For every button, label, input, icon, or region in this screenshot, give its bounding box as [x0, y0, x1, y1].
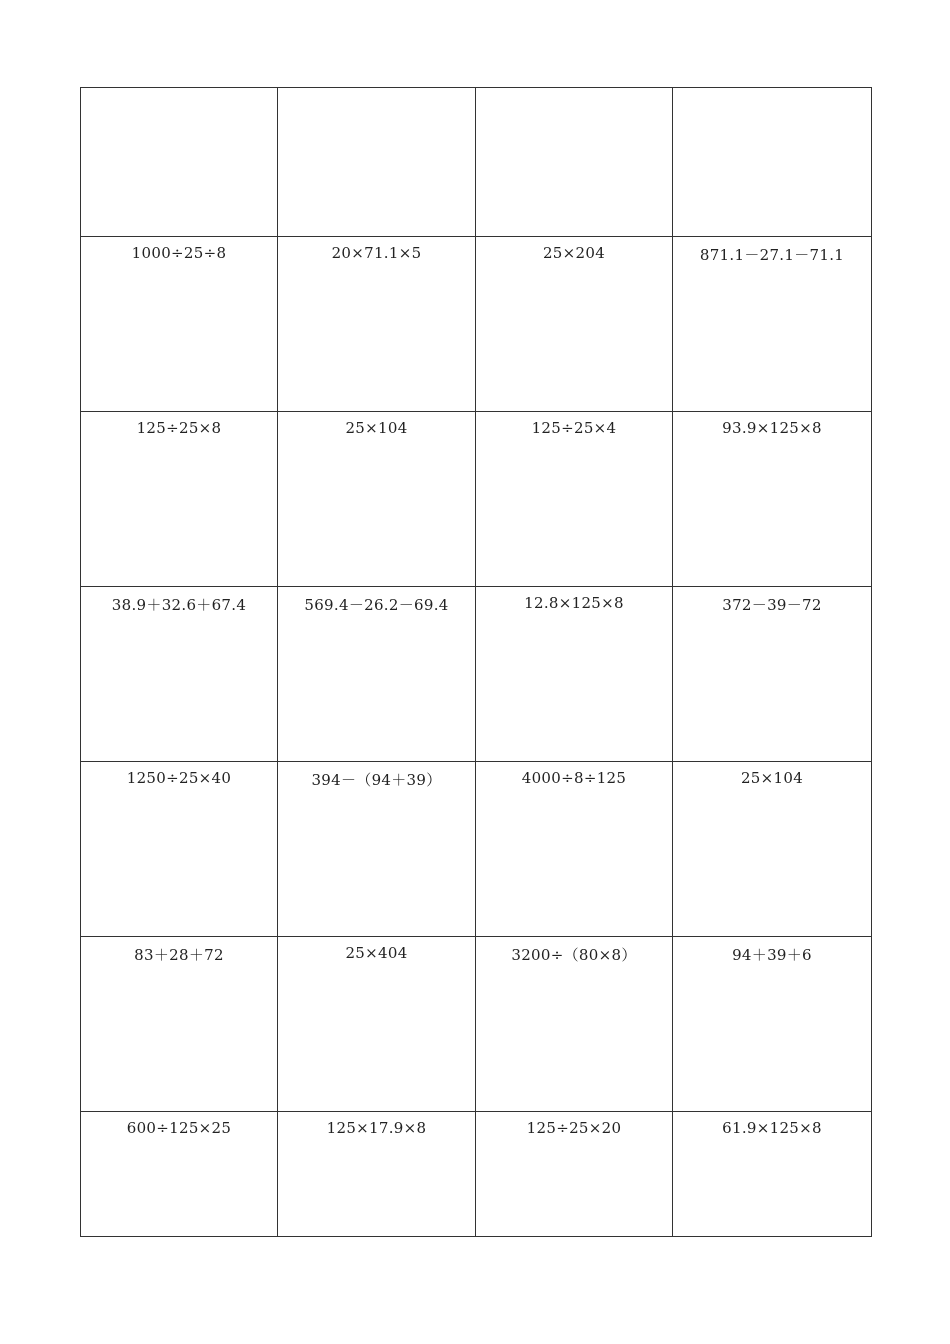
problem-text: 83＋28＋72 [134, 946, 224, 964]
problem-cell [278, 412, 476, 587]
problem-cell [81, 937, 278, 1112]
problem-text: 125÷25×8 [136, 419, 222, 437]
problem-text: 569.4－26.2－69.4 [304, 596, 449, 614]
calculation-worksheet-table [80, 87, 872, 1237]
problem-text: 38.9＋32.6＋67.4 [111, 596, 247, 614]
problem-text: 25×104 [740, 769, 804, 787]
problem-cell [476, 762, 673, 937]
table-row [81, 587, 872, 762]
problem-text [673, 88, 871, 95]
problem-text: 25×104 [345, 419, 408, 437]
problem-cell [278, 762, 476, 937]
problem-cell [278, 587, 476, 762]
problem-cell [673, 412, 872, 587]
problem-cell [278, 237, 476, 412]
problem-cell [476, 1112, 673, 1237]
problem-text: 4000÷8÷125 [521, 769, 627, 787]
problem-cell [476, 88, 673, 237]
problem-text: 600÷125×25 [126, 1119, 232, 1137]
table-row [81, 762, 872, 937]
problem-text: 372－39－72 [722, 596, 822, 614]
problem-text: 93.9×125×8 [722, 419, 822, 437]
problem-cell [81, 412, 278, 587]
problem-text: 125÷25×20 [526, 1119, 622, 1137]
problem-cell [476, 937, 673, 1112]
problem-cell [673, 937, 872, 1112]
problem-text [81, 88, 277, 95]
problem-text: 394－（94＋39） [311, 771, 442, 789]
table-row [81, 412, 872, 587]
problem-cell [673, 237, 872, 412]
problem-text: 125×17.9×8 [326, 1119, 427, 1137]
problem-text: 25×204 [542, 244, 606, 262]
problem-text: 25×404 [345, 944, 408, 962]
problem-text [278, 88, 475, 95]
problem-cell [278, 937, 476, 1112]
problem-text: 94＋39＋6 [732, 946, 812, 964]
problem-text: 61.9×125×8 [722, 1119, 822, 1137]
problem-cell [81, 88, 278, 237]
problem-text [476, 88, 672, 95]
table-row [81, 1112, 872, 1237]
problem-cell [476, 412, 673, 587]
table-row [81, 88, 872, 237]
table-row [81, 937, 872, 1112]
problem-cell [81, 237, 278, 412]
problem-cell [278, 88, 476, 237]
problem-cell [673, 587, 872, 762]
table-row [81, 237, 872, 412]
problem-text: 20×71.1×5 [331, 244, 422, 262]
problem-text: 1250÷25×40 [126, 769, 232, 787]
problem-cell [81, 762, 278, 937]
problem-text: 125÷25×4 [531, 419, 617, 437]
problem-cell [673, 88, 872, 237]
problem-cell [81, 587, 278, 762]
problem-cell [476, 237, 673, 412]
problem-cell [476, 587, 673, 762]
problem-cell [278, 1112, 476, 1237]
problem-text: 12.8×125×8 [524, 594, 624, 612]
problem-cell [673, 1112, 872, 1237]
problem-text: 3200÷（80×8） [511, 946, 637, 964]
problem-text: 1000÷25÷8 [131, 244, 227, 262]
problem-cell [673, 762, 872, 937]
problem-text: 871.1－27.1－71.1 [699, 246, 845, 264]
problem-cell [81, 1112, 278, 1237]
